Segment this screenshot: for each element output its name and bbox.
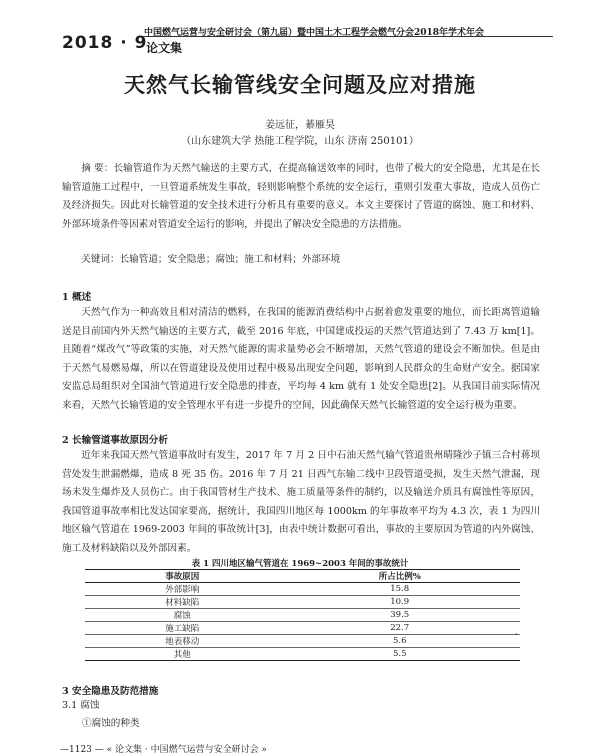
cause-cell: 地表移动: [85, 635, 279, 648]
percent-cell: 5.6: [279, 635, 520, 648]
section-3-heading: 3 安全隐患及防范措施: [62, 686, 159, 697]
keywords-label: 关键词：: [81, 254, 120, 265]
affiliation: （山东建筑大学 热能工程学院，山东 济南 250101）: [181, 136, 419, 147]
table-header-percent: 所占比例%: [279, 570, 520, 583]
percent-cell: 10.9: [279, 596, 520, 609]
table-row: [85, 635, 520, 648]
table-row: [85, 609, 520, 622]
cause-cell: 材料缺陷: [85, 596, 279, 609]
table-row: [85, 622, 520, 635]
paper-title: 天然气长输管线安全问题及应对措施: [124, 72, 476, 97]
section-2-heading: 2 长输管道事故原因分析: [62, 435, 168, 446]
cause-cell: 其他: [85, 648, 279, 661]
issue-year: 2018 · 9: [62, 33, 148, 53]
table-caption: 表 1 四川地区输气管道在 1969~2003 年间的事故统计: [191, 559, 409, 569]
percent-cell: 15.8: [279, 583, 520, 596]
keywords-text: 长输管道；安全隐患；腐蚀；施工和材料；外部环境: [119, 254, 341, 265]
conference-name: 中国燃气运营与安全研讨会（第九届）暨中国土木工程学会燃气分会2018年学术年会: [144, 28, 485, 38]
subsection-3-1-heading: 3.1 腐蚀: [62, 700, 100, 711]
keywords: [62, 251, 540, 270]
section-2-text: 近年来我国天然气管道事故时有发生，2017 年 7 月 2 日中石油天然气输气管道贵州晴隆沙子镇三合村蒋坝营处发生泄漏燃爆，造成 8 死 35 伤。2016 年 7 月 21 日西气东输二线中卫段管道受损，发生天然气泄漏，现场未发生爆炸及人员伤亡。由于我国管材生产技术、施工质量等条件的制约，以及输送介质具有腐蚀性等原因，我国管道事故率相比发达国家要高，据统计，我国四川地区每 1000km 的年事故率平均为 4.3 次，表 1 为四川地区输气管道在 1969-2003 年间的事故统计[3]，由表中统计数据可看出，事故的主要原因为管道的内外腐蚀、施工及材料缺陷以及外部因素。: [62, 450, 540, 554]
header-rule: [143, 36, 553, 37]
percent-cell: 22.7: [279, 622, 520, 635]
table-row: [85, 648, 520, 661]
abstract: [62, 160, 540, 234]
authors: 姜远征，綦雁昊: [265, 120, 335, 131]
stray-mark: ·: [515, 630, 518, 640]
table-row: [85, 596, 520, 609]
table-header-row: [85, 570, 520, 583]
table-header-cause: 事故原因: [85, 570, 279, 583]
section-1-heading: 1 概述: [62, 292, 92, 303]
cause-cell: 施工缺陷: [85, 622, 279, 635]
table-row: [85, 583, 520, 596]
list-item-corrosion-types: ①腐蚀的种类: [82, 718, 140, 729]
page-footer: —1123 — « 论文集 · 中国燃气运营与安全研讨会 »: [60, 745, 267, 755]
abstract-label: 摘 要：: [81, 163, 114, 174]
section-1-text: 天然气作为一种高效且相对清洁的燃料，在我国的能源消费结构中占据着愈发重要的地位，而长距离管道输送是目前国内外天然气输送的主要方式，截至 2016 年底，中国建成投运的天然气管道达到了 7.43 万 km[1]。且随着“煤改气”等政策的实施，对天然气能源的需求量势必会不断增加，天然气管道的建设会不断加快。但是由于天然气易燃易爆，所以在管道建设及使用过程中极易出现安全问题，影响到人民群众的生命财产安全。据国家安监总局组织对全国油气管道进行安全隐患的排查，平均每 4 km 就有 1 处安全隐患[2]。从我国目前实际情况来看，天然气长输管道的安全管理水平有进一步提升的空间，因此确保天然气长输管道的安全运行极为重要。: [62, 307, 540, 411]
accident-table: [85, 569, 520, 661]
collection-label: 论文集: [146, 41, 183, 55]
abstract-text: 长输管道作为天然气输送的主要方式，在提高输送效率的同时，也带了极大的安全隐患，尤其是在长输管道施工过程中，一旦管道系统发生事故，轻则影响整个系统的安全运行，重则引发重大事故，造成人员伤亡及经济损失。因此对长输管道的安全技术进行分析具有重要的意义。本文主要探讨了管道的腐蚀、施工和材料、外部环境条件等因素对管道安全运行的影响，并提出了解决安全隐患的方法措施。: [62, 163, 540, 230]
percent-cell: 5.5: [279, 648, 520, 661]
cause-cell: 腐蚀: [85, 609, 279, 622]
cause-cell: 外部影响: [85, 583, 279, 596]
percent-cell: 39.5: [279, 609, 520, 622]
